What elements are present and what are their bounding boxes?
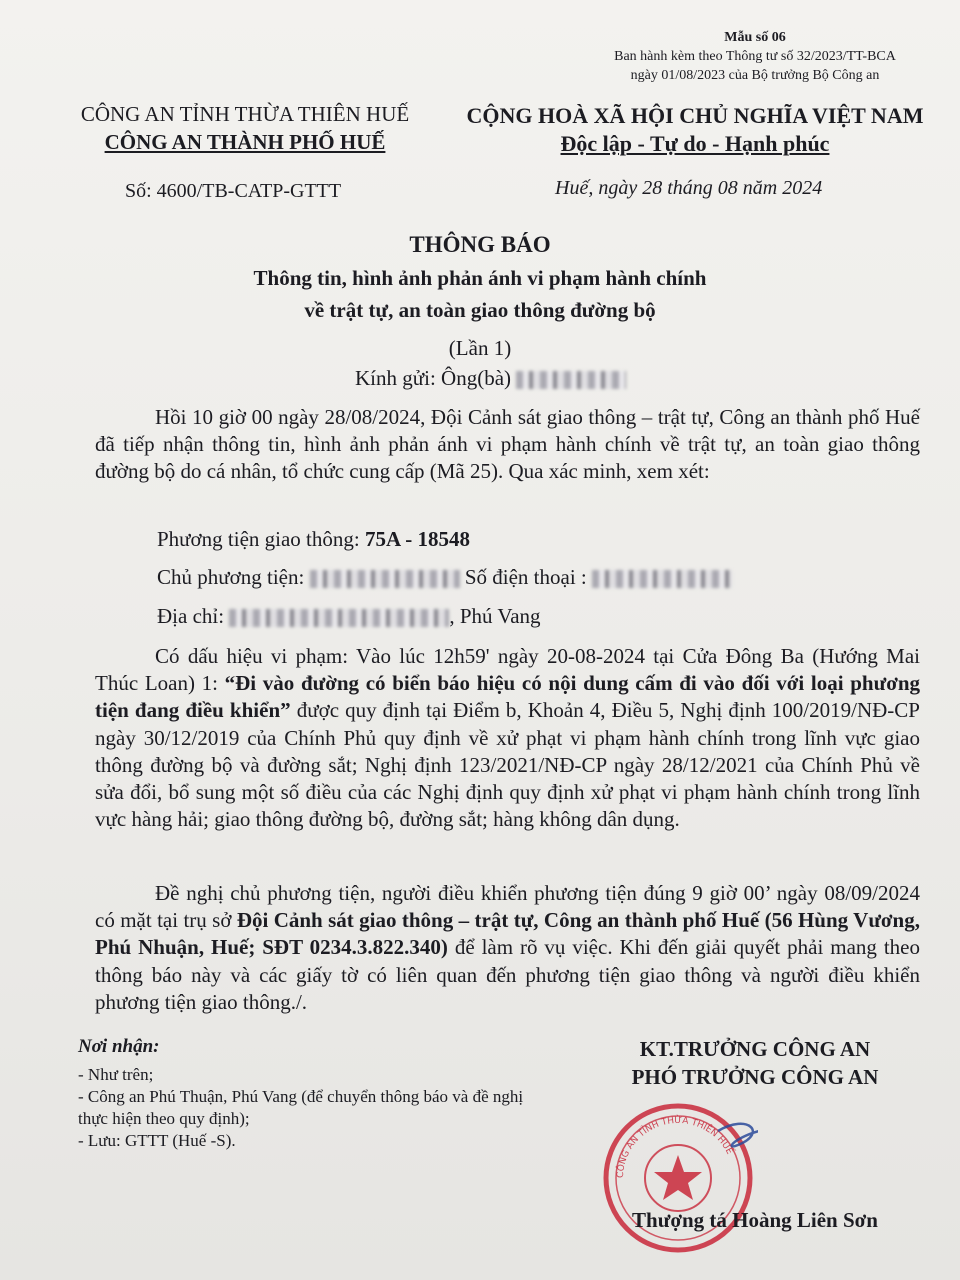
notice-round: (Lần 1) (448, 336, 512, 360)
redacted-address (229, 609, 449, 627)
redacted-phone (592, 570, 732, 588)
request-rest: để làm rõ vụ việc. Khi đến giải quyết phải mang theo thông báo này và các giấy tờ có liên quan đến phương tiện giao thông và người điều khiển phương tiện giao thông./. (95, 935, 921, 1014)
recipients-heading: Nơi nhận: (78, 1036, 160, 1057)
agency-line-1: CÔNG AN TỈNH THỪA THIÊN HUẾ (80, 102, 410, 126)
document-title: THÔNG BÁO (409, 232, 551, 257)
recipients-block (78, 1036, 528, 1152)
request-office: Đội Cảnh sát giao thông – trật tự, Công an thành phố Huế (56 Hùng Vương, Phú Nhuận, Huế; SĐT 0234.3.822.340) (95, 908, 920, 960)
recipient-item: - Công an Phú Thuận, Phú Vang (để chuyển thông báo và đề nghị thực hiện theo quy định); (78, 1087, 524, 1128)
address-line (157, 604, 541, 629)
form-number-block (590, 28, 920, 85)
signature-title-2: PHÓ TRƯỞNG CÔNG AN (631, 1065, 879, 1089)
intro-paragraph (95, 404, 920, 486)
document-number: Số: 4600/TB-CATP-GTTT (125, 180, 342, 202)
document-date: Huế, ngày 28 tháng 08 năm 2024 (555, 177, 823, 199)
nation-line-1: CỘNG HOÀ XÃ HỘI CHỦ NGHĨA VIỆT NAM (466, 103, 924, 128)
phone-label: Số điện thoại : (459, 565, 592, 589)
form-number: Mẫu số 06 (724, 30, 786, 45)
violation-description: “Đi vào đường có biển báo hiệu có nội dung cấm đi vào đối với loại phương tiện đang điều khiển” (95, 671, 920, 723)
intro-text: Hồi 10 giờ 00 ngày 28/08/2024, Đội Cảnh sát giao thông – trật tự, Công an thành phố Huế đã tiếp nhận thông tin, hình ảnh phản ánh vi phạm hành chính về trật tự, an toàn giao thông đường bộ do cá nhân, tổ chức cung cấp (Mã 25). Qua xác minh, xem xét: (95, 405, 920, 484)
owner-line (157, 565, 732, 590)
nation-header (455, 102, 935, 158)
vehicle-line (157, 527, 470, 552)
violation-legal-basis: được quy định tại Điểm b, Khoản 4, Điều 5, Nghị định 100/2019/NĐ-CP ngày 30/12/2019 của Chính Phủ quy định về xử phạt vi phạm hành chính trong lĩnh vực giao thông đường bộ và đường sắt; Nghị định 123/2021/NĐ-CP ngày 28/12/2021 của Chính Phủ về sửa đổi, bổ sung một số điều của các Nghị định quy định xử phạt vi phạm hành chính trong lĩnh vực hàng hải; giao thông đường bộ, đường sắt; hàng không dân dụng. (95, 698, 920, 832)
request-lead: Đề nghị chủ phương tiện, người điều khiển phương tiện đúng 9 giờ 00’ ngày 08/09/2024 có mặt tại trụ sở (95, 881, 920, 933)
violation-lead: Có dấu hiệu vi phạm: Vào lúc 12h59' ngày 20-08-2024 tại Cửa Đông Ba (Hướng Mai Thúc Loan) 1: (95, 644, 920, 696)
redacted-recipient-name (516, 371, 626, 389)
stamp-text: CÔNG AN TỈNH THỪA THIÊN HUẾ (615, 1115, 735, 1179)
signer-name: Thượng tá Hoàng Liên Sơn (632, 1208, 878, 1232)
redacted-owner-name (310, 570, 460, 588)
address-suffix: , Phú Vang (449, 604, 541, 628)
request-paragraph (95, 880, 920, 1016)
greeting-label: Kính gửi: Ông(bà) (355, 366, 512, 390)
nation-motto: Độc lập - Tự do - Hạnh phúc (560, 131, 830, 156)
vehicle-label: Phương tiện giao thông: (157, 527, 365, 551)
address-label: Địa chỉ: (157, 604, 230, 628)
recipient-item: - Lưu: GTTT (Huế -S). (78, 1131, 236, 1150)
signature-title-1: KT.TRƯỞNG CÔNG AN (639, 1037, 871, 1061)
form-issued-line-2: ngày 01/08/2023 của Bộ trưởng Bộ Công an (630, 68, 880, 83)
document-subtitle-1: Thông tin, hình ảnh phản ánh vi phạm hành chính (253, 266, 707, 290)
greeting-line (355, 366, 626, 391)
agency-header (60, 100, 430, 156)
vehicle-plate: 75A - 18548 (364, 527, 470, 551)
violation-paragraph (95, 643, 920, 833)
recipient-item: - Như trên; (78, 1065, 154, 1084)
owner-label: Chủ phương tiện: (157, 565, 310, 589)
official-seal-icon (598, 1093, 758, 1263)
agency-line-2: CÔNG AN THÀNH PHỐ HUẾ (104, 130, 386, 154)
signature-title-block (590, 1035, 920, 1091)
document-subtitle-2: về trật tự, an toàn giao thông đường bộ (304, 298, 656, 322)
form-issued-line-1: Ban hành kèm theo Thông tư số 32/2023/TT-BCA (614, 49, 896, 64)
